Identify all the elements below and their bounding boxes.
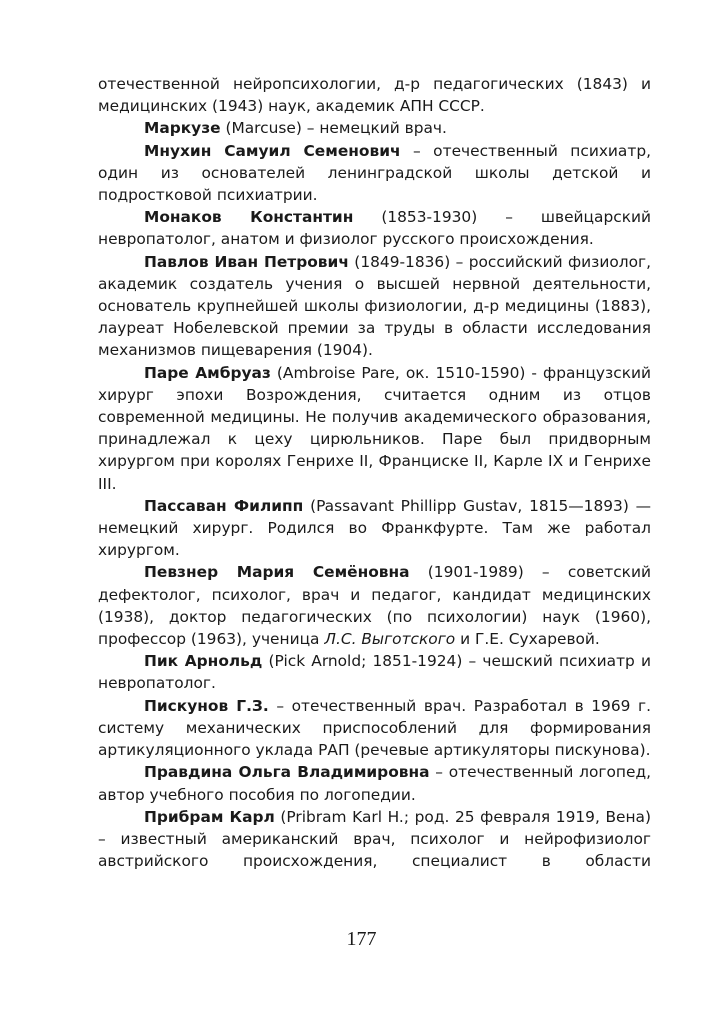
entry-name: Пик Арнольд: [144, 652, 263, 671]
entry-pevzner: [98, 561, 651, 650]
entry-markuze: [98, 117, 651, 139]
entry-text: (Ambroise Pare, ок. 1510-1590) - французский хирург эпохи Возрождения, считается одним из отцов современной медицины. Не получив академического образования, принадлежал к цеху цирюльников. Паре был придворным хирургом при королях Генрихе II, Франциске II, Карле IX и Генрихе III.: [98, 363, 651, 493]
entry-text: (Passavant Phillipp Gustav, 1815—1893) — немецкий хирург. Родился во Франкфурте. Там же работал хирургом.: [98, 496, 651, 560]
entry-name: Пискунов Г.З.: [144, 696, 269, 715]
entry-name: Маркузе: [144, 119, 221, 138]
entry-text: – отечественный психиатр, один из основателей ленинградской школы детской и подростковой психиатрии.: [98, 141, 651, 205]
entry-text: – отечественный логопед, автор учебного пособия по логопедии.: [98, 763, 651, 804]
entry-text: (1901-1989) – советский дефектолог, психолог, врач и педагог, кандидат медицинских (1938), доктор педагогических (по психологии) наук (1960), профессор (1963), ученица: [98, 563, 651, 649]
entry-text: (Pribram Karl H.; род. 25 февраля 1919, Вена) – известный американский врач, психолог и нейрофизиолог австрийского происхождения, специалист в области: [98, 807, 651, 871]
page-number: 177: [346, 928, 377, 950]
entry-text: (1853-1930) – швейцарский невропатолог, анатом и физиолог русского происхождения.: [98, 208, 651, 249]
entry-text: (1849-1836) – российский физиолог, академик создатель учения о высшей нервной деятельности, основатель крупнейшей школы физиологии, д-р медицины (1883), лауреат Нобелевской премии за труды в области исследования механизмов пищеварения (1904).: [98, 252, 651, 360]
entry-text-end: и Г.Е. Сухаревой.: [455, 630, 600, 649]
entry-reference: Л.С. Выготского: [324, 630, 456, 649]
entry-name: Монаков Константин: [144, 208, 354, 227]
entry-text: отечественной нейропсихологии, д-р педагогических (1843) и медицинских (1943) наук, академик АПН СССР.: [98, 75, 651, 116]
entry-passavan: [98, 495, 651, 562]
entry-continuation: [98, 73, 651, 117]
entry-pribram: [98, 806, 651, 873]
entry-text: (Marcuse) – немецкий врач.: [220, 119, 447, 138]
entry-pravdina: [98, 761, 651, 805]
entry-pavlov: [98, 251, 651, 362]
glossary-text: [98, 73, 651, 872]
entry-name: Правдина Ольга Владимировна: [144, 763, 430, 782]
entry-mnukhin: [98, 140, 651, 207]
entry-name: Певзнер Мария Семёновна: [144, 563, 410, 582]
entry-name: Павлов Иван Петрович: [144, 252, 349, 271]
entry-name: Паре Амбруаз: [144, 363, 271, 382]
entry-monakov: [98, 206, 651, 250]
entry-text: – отечественный врач. Разработал в 1969 г. систему механических приспособлений для формирования артикуляционного уклада РАП (речевые артикуляторы пискунова).: [98, 696, 651, 760]
entry-name: Пассаван Филипп: [144, 496, 304, 515]
entry-pick: [98, 650, 651, 694]
entry-pare: [98, 362, 651, 495]
entry-text: (Pick Arnold; 1851-1924) – чешский психиатр и невропатолог.: [98, 652, 651, 693]
entry-piskunov: [98, 695, 651, 762]
entry-name: Прибрам Карл: [144, 807, 275, 826]
entry-name: Мнухин Самуил Семенович: [144, 141, 401, 160]
